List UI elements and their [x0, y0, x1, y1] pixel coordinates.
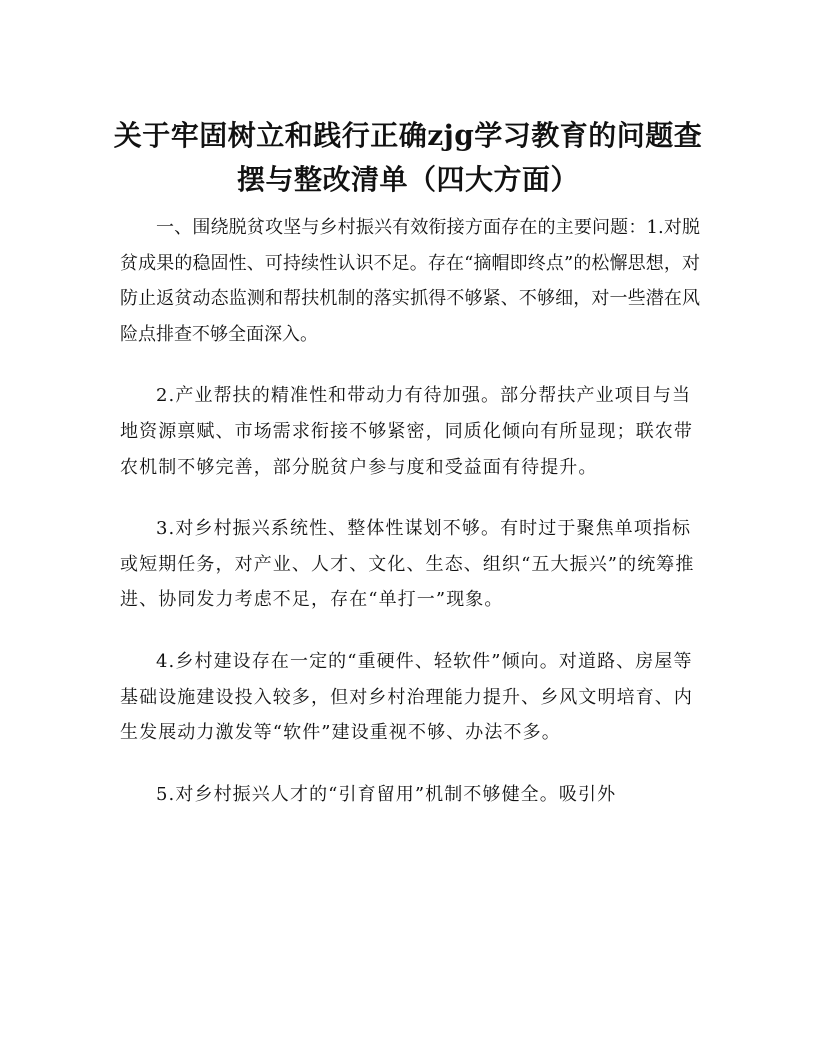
paragraph-item-4: 4.乡村建设存在一定的“重硬件、轻软件”倾向。对道路、房屋等基础设施建设投入较多，但对乡村治理能力提升、乡风文明培育、内生发展动力激发等“软件”建设重视不够、办法不多。 [120, 650, 693, 744]
paragraph-item-2: 2.产业帮扶的精准性和带动力有待加强。部分帮扶产业项目与当地资源禀赋、市场需求衔接不够紧密，同质化倾向有所显现；联农带农机制不够完善，部分脱贫户参与度和受益面有待提升。 [120, 385, 693, 478]
document-title: 关于牢固树立和践行正确zjg学习教育的问题查摆与整改清单（四大方面） [113, 119, 703, 196]
paragraph-item-5: 5.对乡村振兴人才的“引育留用”机制不够健全。吸引外 [156, 783, 617, 805]
document-body [120, 210, 700, 838]
paragraph-item-3: 3.对乡村振兴系统性、整体性谋划不够。有时过于聚焦单项指标或短期任务，对产业、人才、文化、生态、组织“五大振兴”的统筹推进、协同发力考虑不足，存在“单打一”现象。 [120, 518, 695, 611]
paragraph-section-one: 一、围绕脱贫攻坚与乡村振兴有效衔接方面存在的主要问题：1.对脱贫成果的稳固性、可持续性认识不足。存在“摘帽即终点”的松懈思想，对防止返贫动态监测和帮扶机制的落实抓得不够紧、不够细，对一些潜在风险点排查不够全面深入。 [120, 217, 700, 345]
